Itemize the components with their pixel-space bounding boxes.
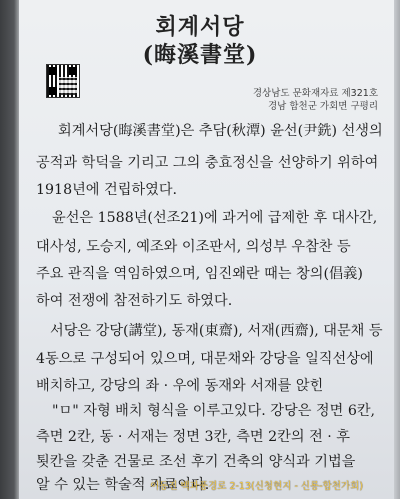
body-line-11: "ㅁ" 자형 배치 형식을 이루고있다. 강당은 정면 6칸, [52, 403, 376, 419]
body-line-12: 측면 2칸, 동 · 서재는 정면 3칸, 측면 2칸의 전 · 후 [36, 429, 351, 445]
body-line-13: 툇칸을 갖춘 건물로 조선 후기 건축의 양식과 기법을 [36, 454, 356, 470]
body-line-3: 1918년에 건립하였다. [36, 182, 178, 198]
body-line-2: 공적과 학덕을 기리고 그의 충효정신을 선양하기 위하여 [36, 155, 379, 171]
body-line-14: 알 수 있는 학술적 자료이다. [36, 477, 210, 493]
body-line-1: 회계서당(晦溪書堂)은 추담(秋潭) 윤선(尹銑) 선생의 [58, 123, 383, 139]
title-korean: 회계서당 [155, 14, 245, 40]
body-line-6: 주요 관직을 역임하였으며, 임진왜란 때는 창의(倡義) [36, 266, 363, 282]
body-line-7: 하여 전쟁에 참전하기도 하였다. [36, 293, 233, 309]
body-line-8: 서당은 강당(講堂), 동재(東齋), 서재(西齋), 대문채 등 [50, 323, 383, 339]
body-line-5: 대사성, 도승지, 예조와 이조판서, 의성부 우참찬 등 [36, 239, 351, 255]
body-line-10: 배치하고, 강당의 좌 · 우에 동재와 서재를 앉힌 [36, 378, 324, 394]
heritage-designation: 경상남도 문화재자료 제321호 [252, 88, 378, 99]
body-line-4: 윤선은 1588년(선조21)에 과거에 급제한 후 대사간, [52, 210, 378, 226]
location-address: 경남 합천군 가회면 구평리 [267, 101, 378, 112]
photo-caption-overlay: 이동진 백과풍경로 2-13(신청현지 - 신롱-합천가회) [150, 481, 364, 492]
qr-code-icon [46, 64, 80, 98]
body-line-9: 4동으로 구성되어 있으며, 대문채와 강당을 일직선상에 [36, 351, 374, 367]
title-hanja: (晦溪書堂) [142, 42, 258, 68]
